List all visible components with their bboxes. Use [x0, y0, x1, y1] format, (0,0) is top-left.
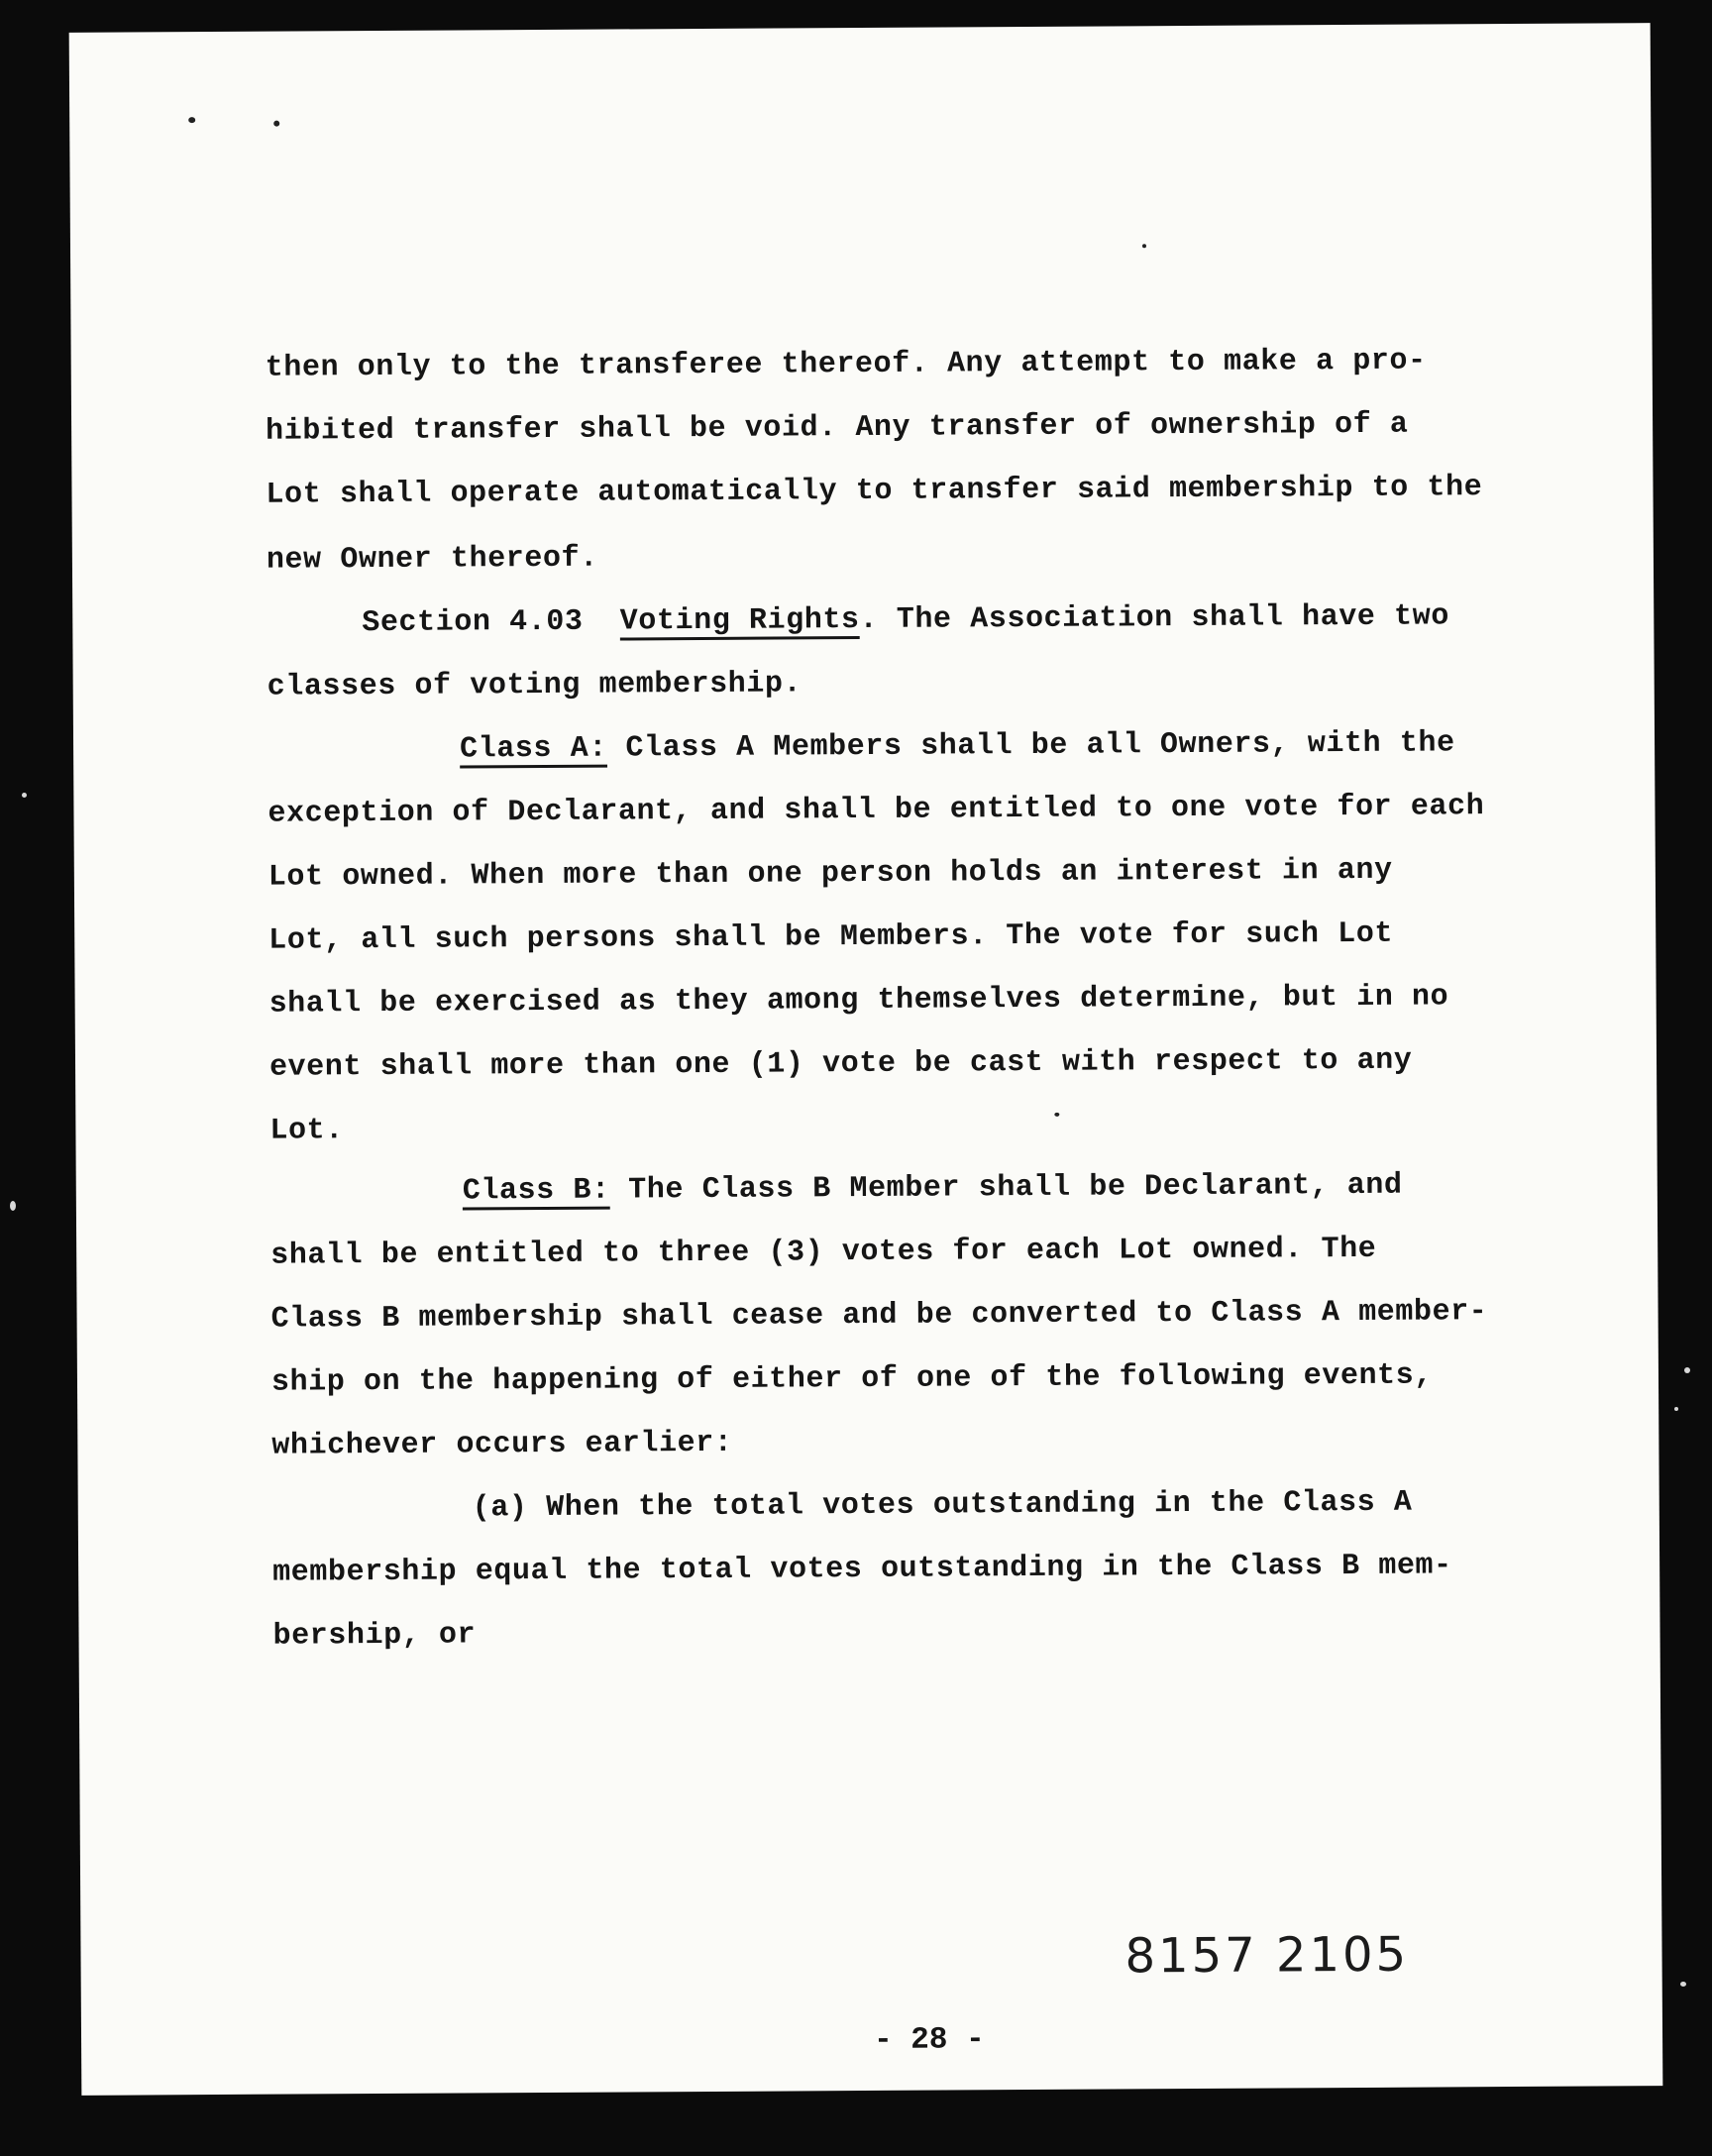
document-page [69, 23, 1663, 2096]
border-speck [1674, 1407, 1678, 1411]
class-a-line-3: Lot, all such persons shall be Members. The vote for such Lot [268, 916, 1394, 958]
class-b-first-line [463, 1168, 1403, 1210]
class-a-heading: Class A: [459, 731, 608, 767]
section-title: Voting Rights [619, 603, 860, 639]
class-a-line-5: event shall more than one (1) vote be cast with respect to any [268, 1043, 1413, 1085]
border-speck [10, 1201, 16, 1211]
border-speck [1684, 1367, 1690, 1373]
class-b-line-3: ship on the happening of either of one of the following events, [270, 1358, 1434, 1400]
class-b-intro: The Class B Member shall be Declarant, and [609, 1168, 1403, 1208]
section-intro: . The Association shall have two [859, 599, 1449, 638]
item-a-first-line: (a) When the total votes outstanding in the Class A [472, 1485, 1413, 1526]
class-a-intro: Class A Members shall be all Owners, with the [606, 726, 1455, 766]
class-a-line-4: shall be exercised as they among themselves determine, but in no [268, 980, 1449, 1022]
page-number: - 28 - [873, 2022, 985, 2058]
item-a-line-2: bership, or [272, 1618, 477, 1654]
body-line-1: then only to the transferee thereof. Any attempt to make a pro- [265, 344, 1427, 385]
body-line-3: Lot shall operate automatically to transfer said membership to the [266, 471, 1483, 512]
class-a-first-line [460, 725, 1455, 767]
class-b-heading: Class B: [462, 1173, 610, 1209]
section-intro-line-2: classes of voting membership. [267, 667, 802, 704]
item-a-line-1: membership equal the total votes outstanding in the Class B mem- [272, 1549, 1452, 1590]
section-heading-line [362, 598, 1449, 641]
class-b-line-1: shall be entitled to three (3) votes for each Lot owned. The [270, 1232, 1377, 1273]
class-a-line-2: Lot owned. When more than one person holds an interest in any [268, 853, 1393, 895]
speck-mark [188, 117, 195, 123]
speck-mark [273, 121, 279, 127]
class-b-line-2: Class B membership shall cease and be converted to Class A member- [270, 1295, 1488, 1337]
section-number: Section 4.03 [362, 604, 584, 641]
class-b-line-4: whichever occurs earlier: [271, 1426, 733, 1463]
class-a-line-6: Lot. [269, 1114, 344, 1148]
border-speck [22, 793, 27, 798]
class-a-line-1: exception of Declarant, and shall be entitled to one vote for each [268, 790, 1485, 831]
speck-mark [1054, 1113, 1059, 1117]
body-line-4: new Owner thereof. [266, 541, 598, 578]
body-line-2: hibited transfer shall be void. Any transfer of ownership of a [266, 407, 1409, 449]
speck-mark [1142, 244, 1146, 248]
border-speck [1680, 1982, 1686, 1987]
document-stamp-number: 8157 2105 [1124, 1926, 1410, 1985]
